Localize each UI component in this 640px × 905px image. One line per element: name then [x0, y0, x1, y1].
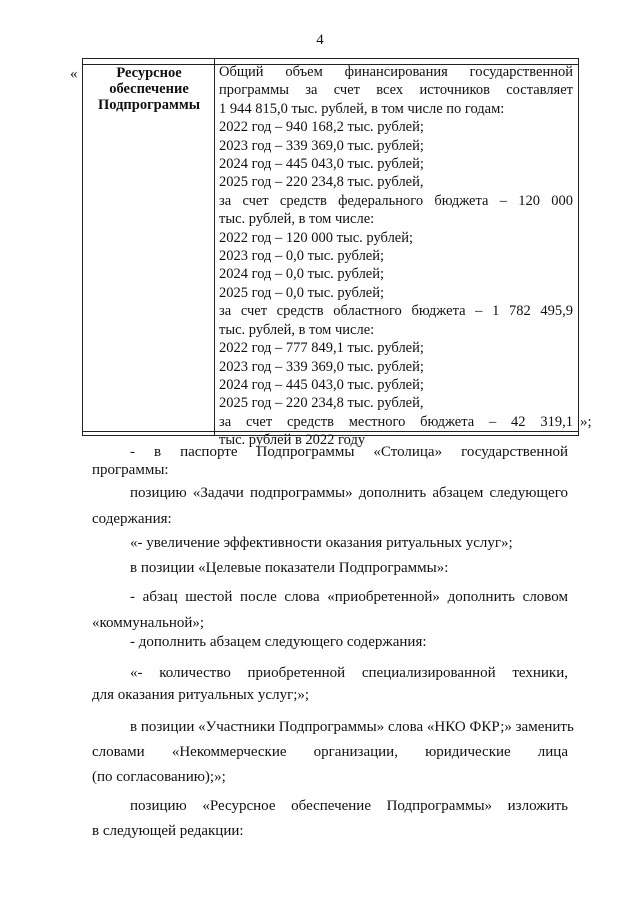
- paragraph-equipment: [92, 662, 568, 706]
- paragraph-line: «- количество приобретенной специализированной техники,: [130, 665, 568, 681]
- value-line: 2024 год – 0,0 тыс. рублей;: [219, 266, 385, 283]
- table-value-cell: [219, 63, 573, 450]
- label-line: Ресурсное: [116, 65, 182, 81]
- value-line: 2023 год – 0,0 тыс. рублей;: [219, 248, 385, 265]
- paragraph-line: в позиции «Целевые показатели Подпрограммы»:: [130, 560, 449, 576]
- opening-quote: «: [70, 66, 78, 82]
- paragraph-line: программы:: [92, 462, 169, 478]
- value-line: 2024 год – 445 043,0 тыс. рублей;: [219, 156, 424, 173]
- value-line: 2023 год – 339 369,0 тыс. рублей;: [219, 358, 424, 375]
- paragraph-ritual-services: [92, 534, 568, 552]
- paragraph-participants: [92, 715, 574, 790]
- paragraph-line: «- увеличение эффективности оказания ритуальных услуг»;: [130, 535, 513, 551]
- paragraph-line: - в паспорте Подпрограммы «Столица» государственной: [130, 444, 568, 460]
- value-line: 2022 год – 777 849,1 тыс. рублей;: [219, 340, 424, 357]
- value-line: тыс. рублей, в том числе:: [219, 321, 375, 338]
- value-line: Общий объем финансирования государственной: [219, 64, 573, 80]
- value-line: 1 944 815,0 тыс. рублей, в том числе по годам:: [219, 100, 505, 117]
- value-line: 2022 год – 940 168,2 тыс. рублей;: [219, 119, 424, 136]
- paragraph-line: для оказания ритуальных услуг;»;: [92, 687, 310, 703]
- value-line: 2025 год – 0,0 тыс. рублей;: [219, 284, 385, 301]
- closing-quote: »;: [580, 414, 592, 430]
- paragraph-line: позицию «Задачи подпрограммы» дополнить абзацем следующего: [130, 485, 568, 501]
- value-line: за счет средств федерального бюджета – 120 000: [219, 192, 573, 209]
- value-line: тыс. рублей в 2022 году: [219, 432, 366, 449]
- paragraph-line: «коммунальной»;: [92, 615, 205, 631]
- paragraph-line: содержания:: [92, 511, 172, 527]
- paragraph-sixth-abstract: [92, 584, 568, 636]
- paragraph-resource-provision: [92, 794, 568, 844]
- value-line: программы за счет всех источников составляет: [219, 82, 573, 99]
- value-line: 2025 год – 220 234,8 тыс. рублей,: [219, 174, 424, 191]
- paragraph-add-abstract: [92, 633, 568, 651]
- column-divider: [214, 59, 215, 435]
- paragraph-line: в следующей редакции:: [92, 823, 244, 839]
- paragraph-line: в позиции «Участники Подпрограммы» слова «НКО ФКР;» заменить: [130, 719, 574, 735]
- value-line: за счет средств местного бюджета – 42 319,1: [219, 413, 573, 430]
- value-line: 2024 год – 445 043,0 тыс. рублей;: [219, 376, 424, 393]
- value-line: тыс. рублей, в том числе:: [219, 211, 375, 228]
- paragraph-line: позицию «Ресурсное обеспечение Подпрограммы» изложить: [130, 798, 568, 814]
- paragraph-tasks: [92, 480, 568, 532]
- paragraph-line: (по согласованию);»;: [92, 769, 226, 785]
- page-number: 4: [316, 32, 324, 48]
- table-label-cell: [89, 65, 209, 113]
- label-line: обеспечение: [109, 81, 189, 97]
- paragraph-line: словами «Некоммерческие организации, юридические лица: [92, 744, 568, 760]
- label-line: Подпрограммы: [97, 97, 201, 113]
- value-line: 2025 год – 220 234,8 тыс. рублей,: [219, 395, 424, 412]
- paragraph-line: - абзац шестой после слова «приобретенной» дополнить словом: [130, 589, 568, 605]
- value-line: 2023 год – 339 369,0 тыс. рублей;: [219, 137, 424, 154]
- paragraph-passport: [92, 443, 568, 479]
- value-line: за счет средств областного бюджета – 1 782 495,9: [219, 303, 573, 320]
- paragraph-target-indicators: [92, 559, 568, 577]
- resource-table: [82, 58, 579, 449]
- paragraph-line: - дополнить абзацем следующего содержания:: [130, 634, 427, 650]
- value-line: 2022 год – 120 000 тыс. рублей;: [219, 229, 414, 246]
